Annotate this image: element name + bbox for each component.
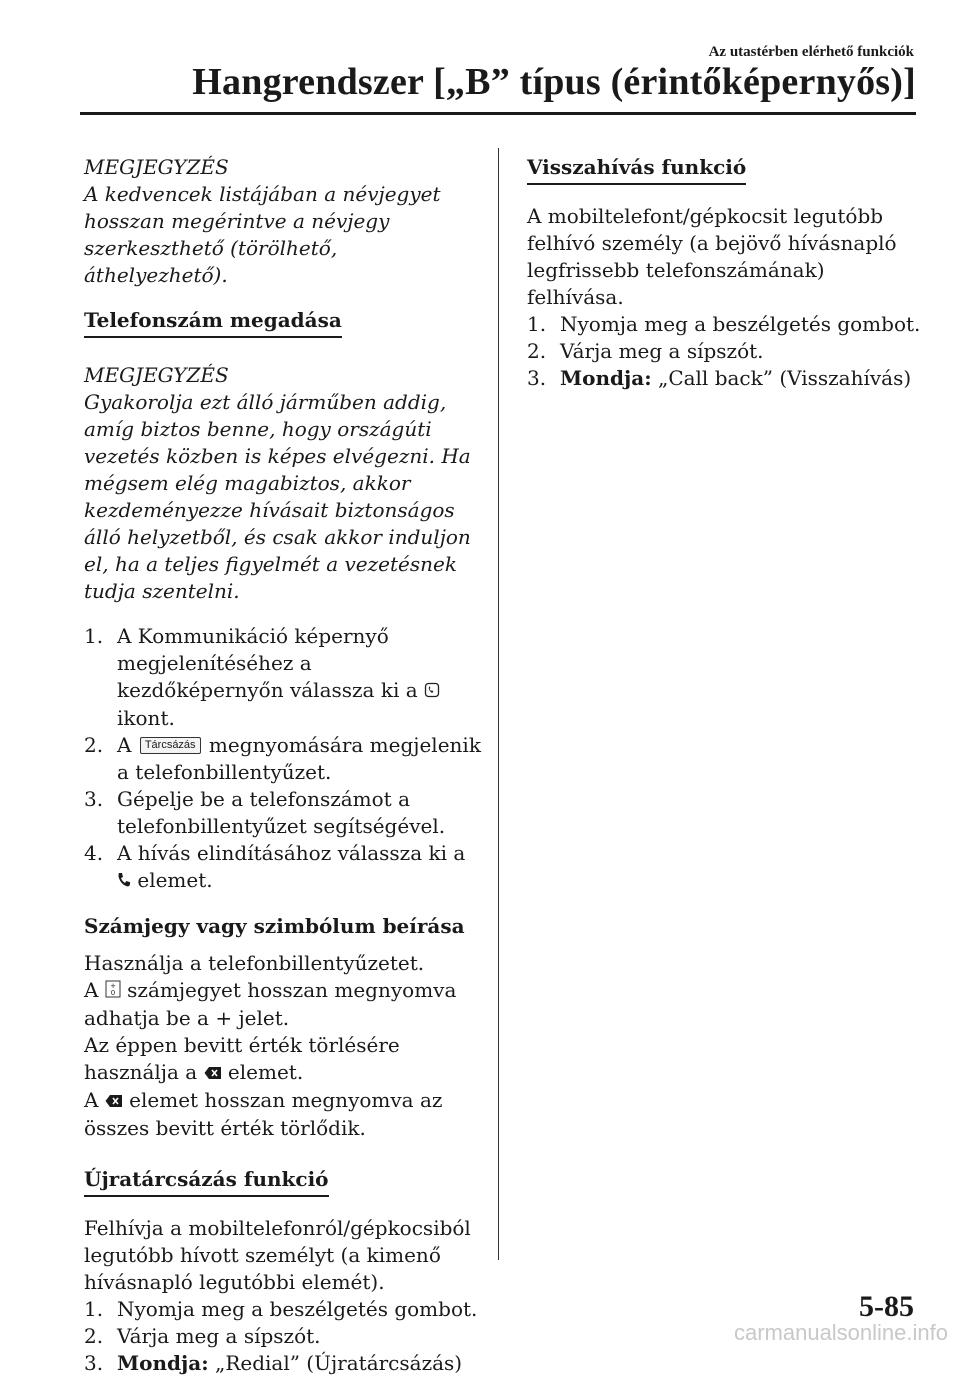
paragraph: Az éppen bevitt érték törlésére használja a elemet. bbox=[84, 1032, 484, 1087]
svg-text:+: + bbox=[109, 982, 116, 990]
redial-steps bbox=[84, 1296, 484, 1377]
svg-text:0: 0 bbox=[110, 989, 116, 997]
phone-entry-steps bbox=[84, 623, 484, 895]
page-title: Hangrendszer [„B” típus (érintőképernyős)] bbox=[192, 61, 916, 103]
callback-heading: Visszahívás funkció bbox=[527, 154, 746, 185]
paragraph: A mobiltelefont/gépkocsit legutóbb felhívó személy (a bejövő hívásnapló legfrissebb telefonszámának) felhívása. bbox=[527, 204, 897, 309]
list-item: 2. A Tárcsázás megnyomására megjelenik a telefonbillentyűzet. bbox=[84, 733, 481, 784]
redial-heading: Újratárcsázás funkció bbox=[84, 1166, 329, 1197]
list-item: 1. A Kommunikáció képernyő megjelenítéséhez a kezdőképernyőn válassza ki a ikont. bbox=[84, 623, 484, 732]
phone-icon bbox=[117, 868, 131, 895]
backspace-icon bbox=[204, 1060, 222, 1087]
list-item: 3. Gépelje be a telefonszámot a telefonbillentyűzet segítségével. bbox=[84, 787, 446, 838]
zero-key-icon bbox=[105, 978, 121, 1005]
watermark: carmanualsonline.info bbox=[733, 1320, 948, 1345]
list-item: 2. Várja meg a sípszót. bbox=[527, 339, 764, 363]
communication-icon bbox=[424, 678, 440, 705]
callback-steps bbox=[527, 311, 927, 392]
list-item: 3. Mondja: „Call back” (Visszahívás) bbox=[527, 366, 912, 390]
list-item: 1. Nyomja meg a beszélgetés gombot. bbox=[527, 312, 921, 336]
dial-button[interactable]: Tárcsázás bbox=[140, 737, 201, 754]
paragraph: A + 0 számjegyet hosszan megnyomva adhatja be a + jelet. bbox=[84, 978, 457, 1030]
page-number: 5-85 bbox=[859, 1290, 914, 1323]
phone-entry-heading: Telefonszám megadása bbox=[84, 307, 342, 338]
left-column bbox=[84, 154, 484, 1377]
list-item: 2. Várja meg a sípszót. bbox=[84, 1324, 321, 1348]
note-body: Gyakorolja ezt álló járműben addig, amíg biztos benne, hogy országúti vezetés közben is képes elvégezni. Ha mégsem elég magabiztos, akkor kezdeményezze hívásait biztonságos álló helyzetből, és csak akkor induljon el, ha a teljes figyelmét a vezetésnek tudja szentelni. bbox=[84, 390, 471, 603]
list-item: 1. Nyomja meg a beszélgetés gombot. bbox=[84, 1297, 478, 1321]
paragraph: Használja a telefonbillentyűzetet. bbox=[84, 951, 425, 975]
digit-entry-heading: Számjegy vagy szimbólum beírása bbox=[84, 914, 465, 938]
right-column bbox=[527, 154, 927, 392]
list-item: 4. A hívás elindításához válassza ki a elemet. bbox=[84, 840, 484, 895]
note-heading: MEGJEGYZÉS bbox=[84, 363, 229, 387]
backspace-icon bbox=[105, 1088, 123, 1115]
note-body: A kedvencek listájában a névjegyet hosszan megérintve a névjegy szerkeszthető (törölhető, áthelyezhető). bbox=[84, 182, 441, 287]
header-rule bbox=[80, 112, 916, 115]
note-heading: MEGJEGYZÉS bbox=[84, 155, 229, 179]
section-label: Az utastérben elérhető funkciók bbox=[708, 44, 914, 60]
column-divider bbox=[498, 148, 499, 1260]
paragraph: Felhívja a mobiltelefonról/gépkocsiból legutóbb hívott személyt (a kimenő hívásnapló legutóbbi elemét). bbox=[84, 1216, 471, 1294]
list-item: 3. Mondja: „Redial” (Újratárcsázás) bbox=[84, 1351, 463, 1375]
paragraph: A elemet hosszan megnyomva az összes bevitt érték törlődik. bbox=[84, 1088, 443, 1140]
